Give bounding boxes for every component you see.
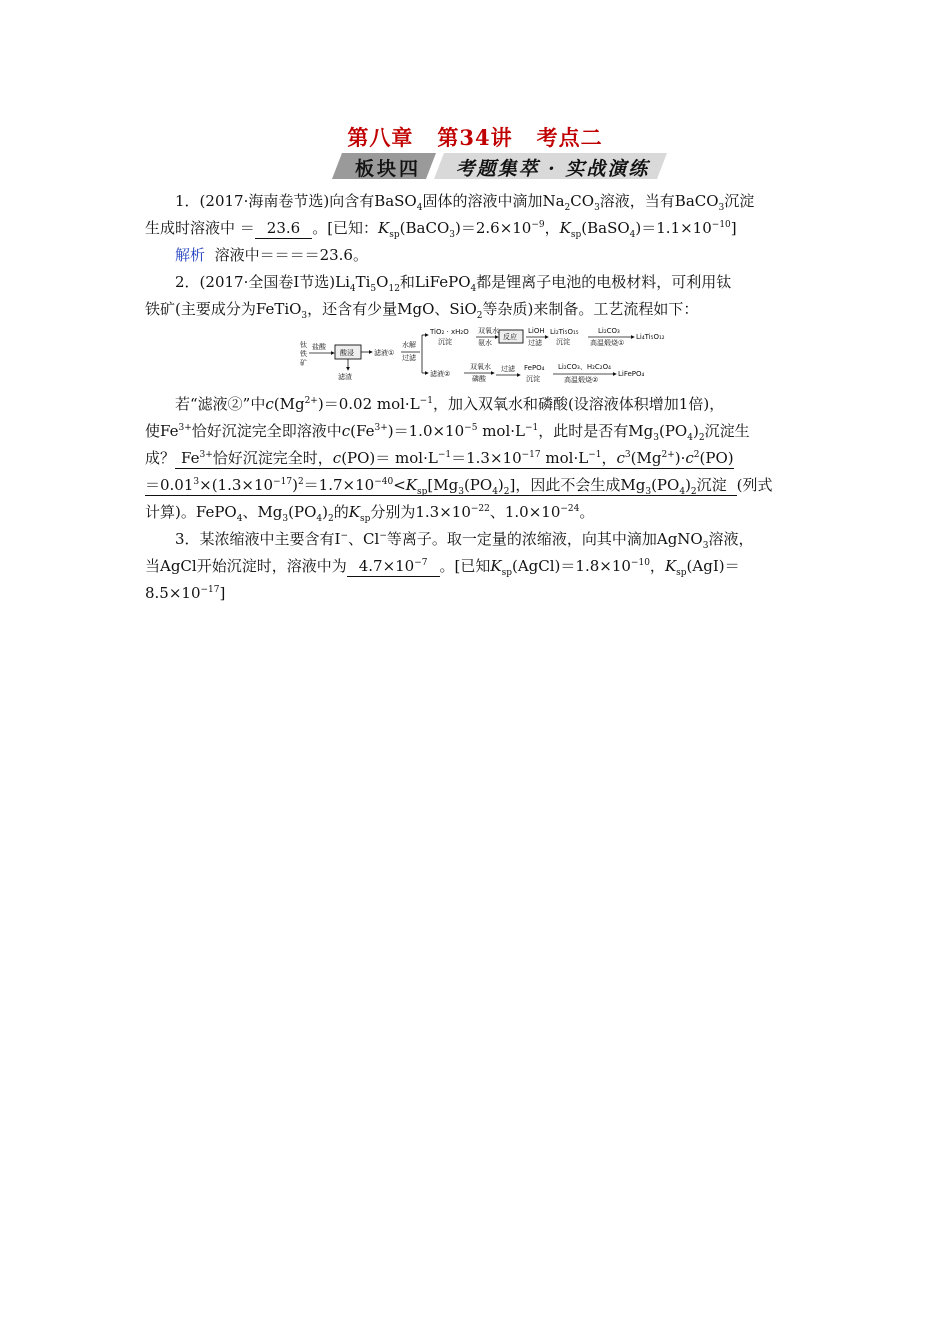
q3-line3: $8.5\times 10^{-17}$] [145, 584, 226, 602]
filter2-label: 过滤 [528, 339, 542, 347]
q2-answer-part2: $=0.01^3\times(1.3\times 10^{-17})^2=1.7\times 10^{-40}<K_{sp}[Mg_3(PO_4)_2]$，因此不会生成$Mg_3(PO_4)_2$沉淀 [145, 475, 737, 496]
q2-para1: 若“滤液②”中$c(Mg^{2+})=0.02$ $mol\cdot L^{-1}$，加入双氧水和磷酸(设溶液体积增加1倍)， [175, 395, 725, 413]
precip3-label: 沉淀 [526, 375, 540, 383]
filtrate1-label: 滤液① [374, 349, 395, 357]
h3po4-label: 磷酸 [472, 375, 486, 383]
residue-label: 滤渣 [338, 373, 352, 381]
acid-leach-label: 酸浸 [340, 349, 354, 357]
point-label: 考点二 [536, 125, 603, 150]
h2o2-2-label: 双氧水 [470, 363, 491, 371]
lioh-label: LiOH [528, 327, 545, 335]
h2o2-label: 双氧水 [478, 327, 499, 335]
hcl-label: 盐酸 [312, 343, 326, 351]
q3-line2: 当AgCl开始沉淀时，溶液中为 $4.7\times 10^{-7}$ 。[已知$K_{sp}(AgCl)=1.8\times 10^{-10}$，$K_{sp}(AgI)=$ [145, 557, 740, 578]
process-flow-diagram [145, 327, 810, 389]
q3-answer: $4.7\times 10^{-7}$ [347, 556, 440, 577]
page-title [0, 122, 950, 152]
q1-line1: 1．(2017·海南卷节选)向含有BaSO$_4$固体的溶液中滴加$Na_2CO_3$溶液，当有BaCO$_3$沉淀 [175, 192, 755, 213]
q1-line2: 生成时溶液中 ＝ 23.6 。[已知：$K_{sp}(BaCO_3)=2.6\times 10^{-9}$，$K_{sp}(BaSO_4)=1.1\times 10^{-10}$] [145, 219, 737, 240]
block-label: 板块四 [354, 158, 421, 180]
li2ti5o15-label: Li₂Ti₅O₁₅ [550, 328, 579, 336]
filter3-label: 过滤 [501, 365, 515, 373]
q2-line1: 2．(2017·全国卷Ⅰ节选)$Li_4Ti_5O_{12}$和LiFePO$_4$都是锂离子电池的电极材料，可利用钛 [175, 273, 732, 294]
precip-label: 沉淀 [438, 338, 452, 346]
ore-char-2: 铁 [300, 350, 307, 358]
ore-char-3: 矿 [300, 359, 307, 367]
q2-line2: 铁矿(主要成分为FeTiO$_3$，还含有少量MgO、SiO$_2$等杂质)来制备。工艺流程如下： [145, 300, 699, 321]
ore-char-1: 钛 [300, 341, 307, 349]
q2-para4: $=0.01^3\times(1.3\times 10^{-17})^2=1.7\times 10^{-40}<K_{sp}[Mg_3(PO_4)_2]$，因此不会生成$Mg_3(PO_4)_2$沉淀 (列式 [145, 476, 773, 497]
q1-analysis: 解析 溶液中＝＝＝＝23.6。 [175, 246, 368, 264]
q3-line1: 3．某浓缩液中主要含有I−、Cl−等离子。取一定量的浓缩液，向其中滴加AgNO$_3$溶液， [175, 530, 754, 551]
ammonia-label: 氨水 [478, 339, 492, 347]
q2-para3: 成？ $Fe^{3+}$恰好沉淀完全时，$c(PO)= mol\cdot L^{-1}=1.3\times 10^{-17}$ $mol\cdot L^{-1}$，$c^3(Mg^{2+})\cdot c^2(PO)$ [145, 449, 734, 467]
q1-answer: 23.6 [255, 218, 312, 239]
calc1-label: 高温煅烧① [590, 339, 625, 347]
banner-subtitle: 考题集萃 · 实战演练 [455, 158, 650, 180]
li4ti5o12-label: Li₄Ti₅O₁₂ [636, 333, 665, 341]
q2-answer-part1: $Fe^{3+}$恰好沉淀完全时，$c(PO)= mol\cdot L^{-1}=1.3\times 10^{-17}$ $mol\cdot L^{-1}$，$c^3(Mg^{2+})\cdot c^2(PO)$ [175, 448, 734, 469]
filtrate2-label: 滤液② [430, 370, 451, 378]
hydrolysis-label: 水解 [402, 341, 416, 349]
section-banner [332, 152, 667, 180]
q2-para5: 计算)。FePO$_4$、$Mg_3(PO_4)_2$的$K_{sp}$分别为$1.3\times 10^{-22}$、$1.0\times 10^{-24}$。 [145, 503, 595, 524]
exercise-content [145, 188, 810, 607]
li2co3-label: Li₂CO₃ [598, 327, 620, 335]
reaction-label: 反应 [503, 333, 517, 341]
lecture-label: 第34讲 [437, 125, 513, 150]
filter-label: 过滤 [402, 354, 416, 362]
lifepo4-label: LiFePO₄ [618, 370, 645, 378]
fepo4-label: FePO₄ [524, 364, 545, 372]
li2co3-h2c2o4-label: Li₂CO₃、H₂C₂O₄ [558, 363, 611, 371]
analysis-label: 解析 [175, 246, 206, 264]
calc2-label: 高温煅烧② [564, 376, 599, 384]
chapter-label: 第八章 [347, 125, 414, 150]
tio2-label: TiO₂ · xH₂O [430, 328, 469, 336]
q2-para2: 使$Fe^{3+}$恰好沉淀完全即溶液中$c(Fe^{3+})=1.0\times 10^{-5}$ $mol\cdot L^{-1}$，此时是否有$Mg_3(PO_4)_2$沉淀生 [145, 422, 750, 443]
precip2-label: 沉淀 [556, 338, 570, 346]
